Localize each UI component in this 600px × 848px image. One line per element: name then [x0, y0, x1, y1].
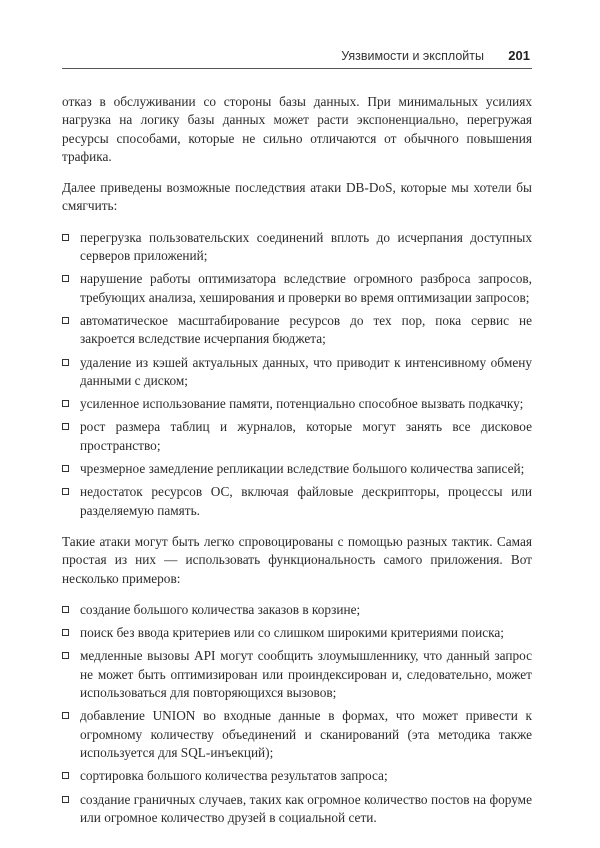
list-item — [62, 354, 532, 391]
list-item-text: медленные вызовы API могут сообщить злоумышленнику, что данный запрос не может быть оптимизирован или проиндексирован и, следовательно, может использоваться для повторяющихся вызовов; — [80, 648, 532, 701]
page-number: 201 — [508, 48, 530, 63]
list-item — [62, 601, 532, 619]
list-item-text: рост размера таблиц и журналов, которые могут занять все дисковое пространство; — [80, 419, 532, 453]
checkbox-bullet-icon — [62, 400, 69, 407]
checkbox-bullet-icon — [62, 796, 69, 803]
list-item — [62, 312, 532, 349]
checkbox-bullet-icon — [62, 772, 69, 779]
list-item-text: перегрузка пользовательских соединений вплоть до исчерпания доступных серверов приложений; — [80, 229, 532, 264]
list-item — [62, 483, 532, 520]
paragraph: отказ в обслуживании со стороны базы данных. При минимальных усилиях нагрузка на логику базы данных может расти экспоненциально, перегружая ресурсы способами, которые не сильно отличаются от обычного повышения трафика. — [62, 94, 532, 164]
list-item — [62, 647, 532, 702]
list-item — [62, 791, 532, 828]
running-header — [62, 48, 532, 69]
paragraph: Такие атаки могут быть легко спровоцированы с помощью разных тактик. Самая простая из них — использовать функциональность самого приложения. Вот несколько примеров: — [62, 533, 532, 586]
list-item — [62, 624, 532, 642]
checkbox-bullet-icon — [62, 275, 69, 282]
list-item-text: создание большого количества заказов в корзине; — [80, 601, 361, 617]
list-item-text: нарушение работы оптимизатора вследствие огромного разброса запросов, требующих анализа, хеширования и проверки во время оптимизации запросов; — [80, 271, 532, 305]
list-item-text: поиск без ввода критериев или со слишком широкими критериями поиска; — [80, 625, 504, 641]
list-item — [62, 460, 532, 478]
checkbox-bullet-icon — [62, 317, 69, 324]
checkbox-bullet-icon — [62, 234, 69, 241]
list-item-text: добавление UNION во входные данные в формах, что может привести к огромному количеству объединений и сканирований (эта методика также используется для SQL-инъекций); — [80, 708, 532, 760]
checkbox-bullet-icon — [62, 652, 69, 659]
list-item-text: создание граничных случаев, таких как огромное количество постов на форуме или огромное количество друзей в социальной сети. — [80, 791, 532, 825]
checkbox-bullet-icon — [62, 606, 69, 613]
consequences-list — [62, 229, 532, 520]
checkbox-bullet-icon — [62, 712, 69, 719]
list-item-text: автоматическое масштабирование ресурсов до тех пор, пока сервис не закроется вследствие исчерпания бюджета; — [80, 312, 532, 347]
checkbox-bullet-icon — [62, 465, 69, 472]
checkbox-bullet-icon — [62, 423, 69, 430]
list-item-text: сортировка большого количества результатов запроса; — [80, 768, 388, 784]
list-item — [62, 395, 532, 413]
list-item — [62, 767, 532, 785]
list-item-text: удаление из кэшей актуальных данных, что приводит к интенсивному обмену данными с диском; — [80, 354, 532, 388]
checkbox-bullet-icon — [62, 629, 69, 636]
list-item — [62, 270, 532, 307]
list-item — [62, 707, 532, 762]
paragraph: Далее приведены возможные последствия атаки DB-DoS, которые мы хотели бы смягчить: — [62, 180, 532, 214]
checkbox-bullet-icon — [62, 359, 69, 366]
page-body — [62, 93, 532, 840]
chapter-title: Уязвимости и эксплойты — [341, 49, 484, 63]
checkbox-bullet-icon — [62, 488, 69, 495]
list-item-text: недостаток ресурсов ОС, включая файловые дескрипторы, процессы или разделяемую память. — [80, 484, 532, 518]
list-item-text: усиленное использование памяти, потенциально способное вызвать подкачку; — [80, 396, 524, 412]
examples-list — [62, 601, 532, 827]
list-item-text: чрезмерное замедление репликации вследствие большого количества записей; — [80, 461, 525, 477]
list-item — [62, 418, 532, 455]
list-item — [62, 229, 532, 266]
